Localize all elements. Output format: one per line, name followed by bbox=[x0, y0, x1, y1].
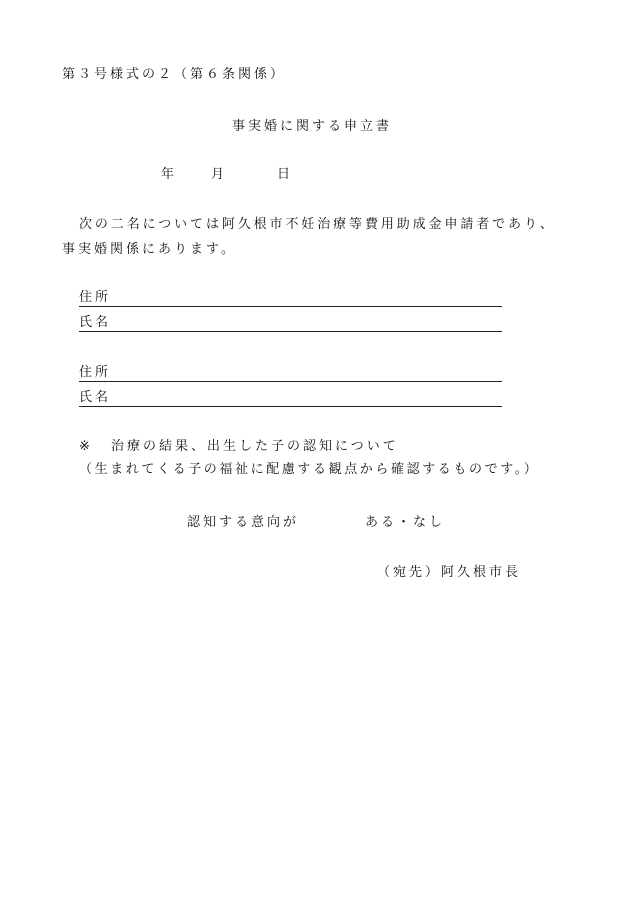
document-title: 事実婚に関する申立書 bbox=[232, 119, 393, 134]
date-day-label: 日 bbox=[277, 167, 294, 182]
note-parenthetical: （生まれてくる子の福祉に配慮する観点から確認するものです。） bbox=[79, 462, 540, 477]
form-number: 第３号様式の２（第６条関係） bbox=[62, 67, 287, 82]
party-1-address-field[interactable] bbox=[79, 290, 502, 307]
date-year-label: 年 bbox=[161, 167, 178, 182]
party-1-name-field[interactable] bbox=[79, 315, 502, 332]
declaration-line-1: 次の二名については阿久根市不妊治療等費用助成金申請者であり、 bbox=[79, 217, 556, 232]
note-mark: ※ bbox=[79, 439, 93, 454]
party-1-name-label: 氏名 bbox=[79, 315, 112, 330]
recognition-intent-label: 認知する意向が bbox=[187, 515, 300, 530]
declaration-line-2: 事実婚関係にあります。 bbox=[62, 242, 237, 257]
party-2-address-label: 住所 bbox=[79, 365, 112, 380]
date-month-label: 月 bbox=[211, 167, 228, 182]
recognition-intent-options[interactable]: ある・なし bbox=[365, 515, 446, 530]
party-2-address-field[interactable] bbox=[79, 365, 502, 382]
note-text: 治療の結果、出生した子の認知について bbox=[111, 439, 399, 454]
party-2-name-label: 氏名 bbox=[79, 390, 112, 405]
party-2-name-field[interactable] bbox=[79, 390, 502, 407]
addressee: （宛先）阿久根市長 bbox=[377, 565, 522, 580]
party-1-address-label: 住所 bbox=[79, 290, 112, 305]
